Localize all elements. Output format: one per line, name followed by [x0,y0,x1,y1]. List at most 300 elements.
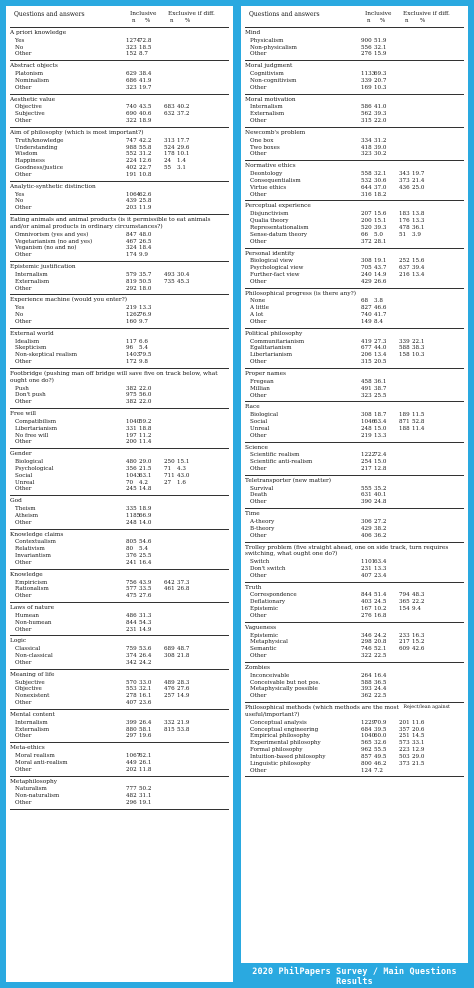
answer-row [245,211,464,218]
answer-row [10,151,229,158]
question-title: External world [10,330,54,337]
answer-row [10,733,229,740]
inclusive-count: 900 [361,37,372,44]
answer-row [10,553,229,560]
exclusive-percent [177,45,195,52]
exclusive-percent: 10.3 [412,352,425,359]
answer-label: Other [250,767,267,774]
answer-row [10,51,229,58]
exclusive-percent [412,486,430,493]
answer-label: Switch [250,559,270,566]
exclusive-percent: 11.5 [412,412,425,419]
inclusive-percent: 69.3 [374,71,387,78]
inclusive-percent: 5.0 [374,231,383,238]
exclusive-percent: 13.4 [412,271,425,278]
answer-label: Yes [15,191,25,198]
inclusive-count: 491 [361,385,372,392]
answer-label: Disjunctivism [250,211,289,218]
inclusive-percent: 43.9 [139,579,152,586]
inclusive-count: 231 [361,565,372,572]
question-section [245,369,464,402]
answer-label: Non-cognitivism [250,77,297,84]
answer-label: Compatibilism [15,418,57,425]
answer-row [10,45,229,52]
exclusive-count [399,138,412,145]
inclusive-percent: 46.6 [374,305,387,312]
header-inclusive: Inclusive [365,11,392,17]
answer-label: Biological [250,412,279,419]
answer-row [10,104,229,111]
inclusive-percent: 25.5 [374,392,387,399]
exclusive-percent [412,192,430,199]
exclusive-count [399,653,412,660]
exclusive-count: 154 [399,606,410,613]
header-exclusive: Exclusive if diff. [403,11,450,17]
exclusive-percent [177,620,195,627]
inclusive-percent: 39.3 [374,111,387,118]
answer-label: Formal philosophy [250,747,303,754]
inclusive-count: 200 [126,439,137,446]
inclusive-count: 418 [361,144,372,151]
exclusive-percent: 40.2 [177,104,190,111]
answer-row [10,392,229,399]
exclusive-percent [412,768,430,775]
inclusive-percent: 38.2 [374,525,387,532]
inclusive-percent: 8.4 [374,319,383,325]
answer-label: Epistemic [250,606,279,613]
exclusive-percent: 21.4 [412,177,425,184]
answer-row [10,111,229,118]
exclusive-count [164,426,177,433]
answer-label: Omnivorism (yes and yes) [15,231,89,238]
answer-row [245,359,464,366]
answer-row [245,178,464,185]
inclusive-count: 407 [361,572,372,579]
exclusive-count: 573 [399,740,410,747]
header-exclusive: Exclusive if diff. [168,11,215,17]
answer-label: Other [15,205,32,212]
answer-label: Humean [15,612,40,619]
inclusive-percent: 22.5 [374,653,387,660]
inclusive-percent: 33.0 [139,679,152,686]
answer-row [245,733,464,740]
answer-label: Other [15,118,32,125]
question-title: Newcomb's problem [245,129,306,136]
answer-row [245,192,464,199]
answer-label: Egalitarianism [250,345,292,352]
inclusive-count: 323 [361,151,372,158]
inclusive-count: 1064 [126,191,141,198]
answer-row [10,352,229,359]
exclusive-percent [412,459,430,466]
answer-label: Inconceivable [250,672,290,679]
exclusive-count: 250 [164,459,175,466]
exclusive-percent: 28.3 [177,679,190,686]
answer-row [245,486,464,493]
inclusive-count: 1403 [126,352,141,359]
exclusive-percent: 42.6 [412,646,425,653]
inclusive-percent: 5.4 [139,546,148,553]
answer-label: None [250,298,266,305]
answer-row [10,78,229,85]
answer-row [245,45,464,52]
inclusive-count: 376 [126,553,137,560]
answer-row [10,459,229,466]
answer-row [245,646,464,653]
answer-label: Qualia theory [250,218,289,225]
answer-label: Other [250,51,267,58]
exclusive-count: 588 [399,345,410,352]
exclusive-percent [177,352,195,359]
inclusive-count: 579 [126,271,137,278]
answer-label: Two boxes [250,144,280,151]
exclusive-percent: 10.1 [177,151,190,158]
question-section [245,703,464,777]
answer-label: Vegetarianism (no and yes) [15,238,93,245]
answer-label: Representationalism [250,224,309,231]
answer-label: A little [250,305,269,312]
question-title: Mind [245,30,261,36]
answer-row [10,198,229,205]
exclusive-percent [177,359,195,366]
inclusive-count: 68 [361,298,369,305]
exclusive-percent [412,573,430,580]
answer-label: Classical [15,646,41,653]
answer-row [245,573,464,580]
exclusive-percent [412,393,430,400]
answer-label: Other [250,612,267,619]
answer-label: Death [250,492,267,499]
question-title: Proper names [245,371,287,378]
reject-lean-against-header: Reject/lean against [403,705,450,711]
exclusive-percent [412,138,430,145]
question-title: Philosophical progress (is there any?) [245,290,356,297]
answer-label: Correspondence [250,592,297,599]
inclusive-count: 219 [126,305,137,312]
inclusive-count: 1262 [126,312,141,319]
inclusive-percent: 7.2 [374,767,383,774]
inclusive-percent: 55.8 [139,144,152,151]
question-title: Political philosophy [245,330,303,337]
exclusive-percent [177,245,195,252]
inclusive-percent: 16.4 [374,672,387,679]
exclusive-count [399,151,412,158]
inclusive-count: 117 [126,338,137,345]
answer-label: Invariantism [15,553,51,560]
answer-label: Nonexistent [15,693,50,700]
table-header [245,6,464,28]
answer-row [245,352,464,359]
question-section [10,743,229,776]
answer-row [10,506,229,513]
answer-label: Sense-datum theory [250,231,308,238]
exclusive-percent: 38.3 [412,345,425,352]
inclusive-count: 402 [126,165,137,172]
inclusive-count: 1043 [126,472,141,479]
right-question-list [245,28,464,777]
exclusive-count: 201 [399,719,410,726]
exclusive-percent [177,419,195,426]
inclusive-percent: 14.0 [139,519,152,526]
answer-row [10,419,229,426]
inclusive-percent: 24.2 [374,632,387,639]
question-section [245,663,464,703]
answer-row [245,319,464,326]
exclusive-count [164,553,177,560]
answer-label: Objective [15,104,42,111]
answer-label: Conceivable but not pos. [250,679,321,686]
exclusive-count [399,312,412,319]
inclusive-percent: 30.6 [374,177,387,184]
inclusive-count: 197 [126,432,137,439]
question-section [10,182,229,215]
exclusive-count: 55 [164,165,172,172]
inclusive-count: 254 [361,459,372,466]
exclusive-percent [412,686,430,693]
exclusive-percent: 21.9 [177,719,190,726]
answer-label: Physicalism [250,37,284,44]
inclusive-percent: 5.4 [139,345,148,352]
answer-label: Metaphysical [250,639,288,646]
left-results-panel [6,6,233,982]
question-section [245,249,464,289]
answer-row [245,71,464,78]
answer-row [245,761,464,768]
exclusive-percent [177,506,195,513]
exclusive-percent: 53.8 [177,726,190,733]
answer-row [10,71,229,78]
answer-row [10,793,229,800]
inclusive-percent: 22.5 [374,693,387,700]
answer-label: Fregean [250,378,274,385]
inclusive-count: 759 [126,646,137,653]
exclusive-count [399,466,412,473]
question-title: Perceptual experience [245,203,311,210]
exclusive-percent: 1.4 [177,158,186,165]
answer-label: Other [15,172,32,178]
answer-label: Understanding [15,144,58,151]
inclusive-percent: 15.1 [374,218,387,225]
question-title: Logic [10,638,27,645]
exclusive-count: 183 [399,211,410,218]
answer-row [10,232,229,239]
exclusive-count [164,439,177,446]
answer-row [10,239,229,246]
exclusive-percent: 43.0 [177,472,190,479]
exclusive-percent: 11.6 [412,719,425,726]
inclusive-count: 248 [126,519,137,526]
answer-row [245,393,464,400]
exclusive-percent [177,286,195,293]
answer-label: Objective [15,686,42,693]
answer-row [245,218,464,225]
answer-label: Theism [15,506,36,513]
inclusive-percent: 38.4 [139,71,152,78]
exclusive-percent [412,85,430,92]
answer-label: Other [250,392,267,399]
question-title: Meta-ethics [10,745,45,752]
inclusive-count: 631 [361,492,372,499]
inclusive-count: 827 [361,305,372,312]
inclusive-count: 372 [361,238,372,245]
answer-row [245,740,464,747]
inclusive-percent: 62.1 [139,753,152,760]
question-title: Knowledge claims [10,531,64,538]
inclusive-percent: 19.1 [139,800,152,807]
inclusive-count: 705 [361,265,372,272]
answer-label: Push [15,385,29,392]
exclusive-count [164,786,177,793]
inclusive-count: 1133 [361,71,376,78]
inclusive-count: 1101 [361,559,376,566]
inclusive-percent: 23.6 [139,700,152,707]
inclusive-percent: 11.2 [139,432,152,439]
answer-row [245,727,464,734]
answer-row [10,172,229,179]
exclusive-percent: 29.6 [177,144,190,151]
inclusive-percent: 39.3 [374,224,387,231]
answer-label: Libertarianism [15,425,58,432]
inclusive-count: 231 [126,626,137,633]
answer-label: Empirical philosophy [250,733,310,740]
answer-row [245,680,464,687]
answer-label: Platonism [15,71,44,78]
inclusive-count: 1229 [361,719,376,726]
question-section [245,329,464,369]
inclusive-percent: 24.4 [374,686,387,693]
exclusive-count [399,85,412,92]
answer-row [245,239,464,246]
exclusive-count: 373 [399,760,410,767]
exclusive-percent [177,305,195,312]
answer-row [245,379,464,386]
answer-label: Survival [250,485,274,492]
inclusive-count: 558 [361,171,372,178]
answer-row [10,319,229,326]
header-pct-exclusive: % [420,18,426,24]
inclusive-count: 406 [361,532,372,539]
inclusive-count: 241 [126,559,137,566]
inclusive-percent: 62.6 [139,191,152,198]
exclusive-percent: 9.4 [412,606,421,613]
inclusive-count: 684 [361,726,372,733]
exclusive-percent: 11.4 [412,425,425,432]
inclusive-count: 532 [361,177,372,184]
exclusive-count [164,392,177,399]
inclusive-percent: 31.3 [139,612,152,619]
footer-caption: 2020 PhilPapers Survey / Main Questions Results [252,966,457,986]
question-title: Truth [245,584,262,591]
inclusive-count: 1046 [361,418,376,425]
question-section [10,496,229,529]
answer-row [10,560,229,567]
answer-label: One box [250,137,274,144]
inclusive-percent: 26.6 [374,278,387,285]
exclusive-count [399,519,412,526]
question-section [10,777,229,810]
question-section [245,443,464,476]
exclusive-percent [412,519,430,526]
inclusive-percent: 63.4 [374,418,387,425]
answer-label: Don't push [15,392,46,399]
answer-label: Scientific anti-realism [250,459,313,466]
exclusive-count [399,279,412,286]
header-pct: % [380,18,386,24]
answer-row [245,265,464,272]
inclusive-percent: 22.0 [139,385,152,392]
inclusive-count: 407 [126,700,137,707]
answer-label: Yes [15,305,25,312]
inclusive-percent: 35.7 [139,271,152,278]
exclusive-percent: 25.0 [412,184,425,191]
answer-row [245,747,464,754]
inclusive-count: 149 [361,319,372,325]
exclusive-count [164,620,177,627]
inclusive-count: 356 [126,465,137,472]
answer-label: Semantic [250,646,277,653]
inclusive-percent: 40.1 [374,492,387,499]
inclusive-percent: 32.6 [374,740,387,747]
question-title: Zombies [245,664,270,671]
inclusive-count: 323 [126,84,137,91]
inclusive-percent: 11.4 [139,439,152,446]
answer-row [10,693,229,700]
exclusive-count [399,673,412,680]
answer-row [245,633,464,640]
answer-row [245,566,464,573]
inclusive-count: 556 [361,44,372,51]
exclusive-count: 637 [399,265,410,272]
exclusive-percent [177,339,195,346]
exclusive-count [399,566,412,573]
exclusive-count: 252 [399,258,410,265]
answer-row [245,639,464,646]
exclusive-percent [177,560,195,567]
inclusive-percent: 24.8 [374,499,387,506]
exclusive-percent [177,71,195,78]
answer-label: Other [250,499,267,506]
answer-row [245,499,464,506]
question-section [10,262,229,295]
answer-row [245,232,464,239]
inclusive-percent: 9.8 [139,359,148,366]
exclusive-count: 871 [399,418,410,425]
answer-label: Moral anti-realism [15,759,68,766]
answer-row [245,118,464,125]
answer-label: Metaphysically possible [250,686,318,693]
inclusive-count: 844 [126,619,137,626]
inclusive-count: 1040 [126,418,141,425]
exclusive-percent: 3.9 [412,231,421,238]
exclusive-percent [412,466,430,473]
answer-row [245,138,464,145]
inclusive-count: 480 [126,459,137,466]
inclusive-count: 449 [126,759,137,766]
answer-label: Internalism [250,104,283,111]
inclusive-percent: 19.7 [139,84,152,91]
exclusive-count [164,627,177,634]
exclusive-percent [412,613,430,620]
exclusive-percent: 22.2 [412,599,425,606]
question-section [245,201,464,248]
inclusive-count: 975 [126,392,137,399]
inclusive-count: 565 [361,740,372,747]
answer-label: Non-naturalism [15,793,60,800]
answer-row [245,412,464,419]
inclusive-percent: 70.9 [374,719,387,726]
inclusive-percent: 14.9 [139,626,152,633]
inclusive-percent: 18.9 [139,506,152,513]
